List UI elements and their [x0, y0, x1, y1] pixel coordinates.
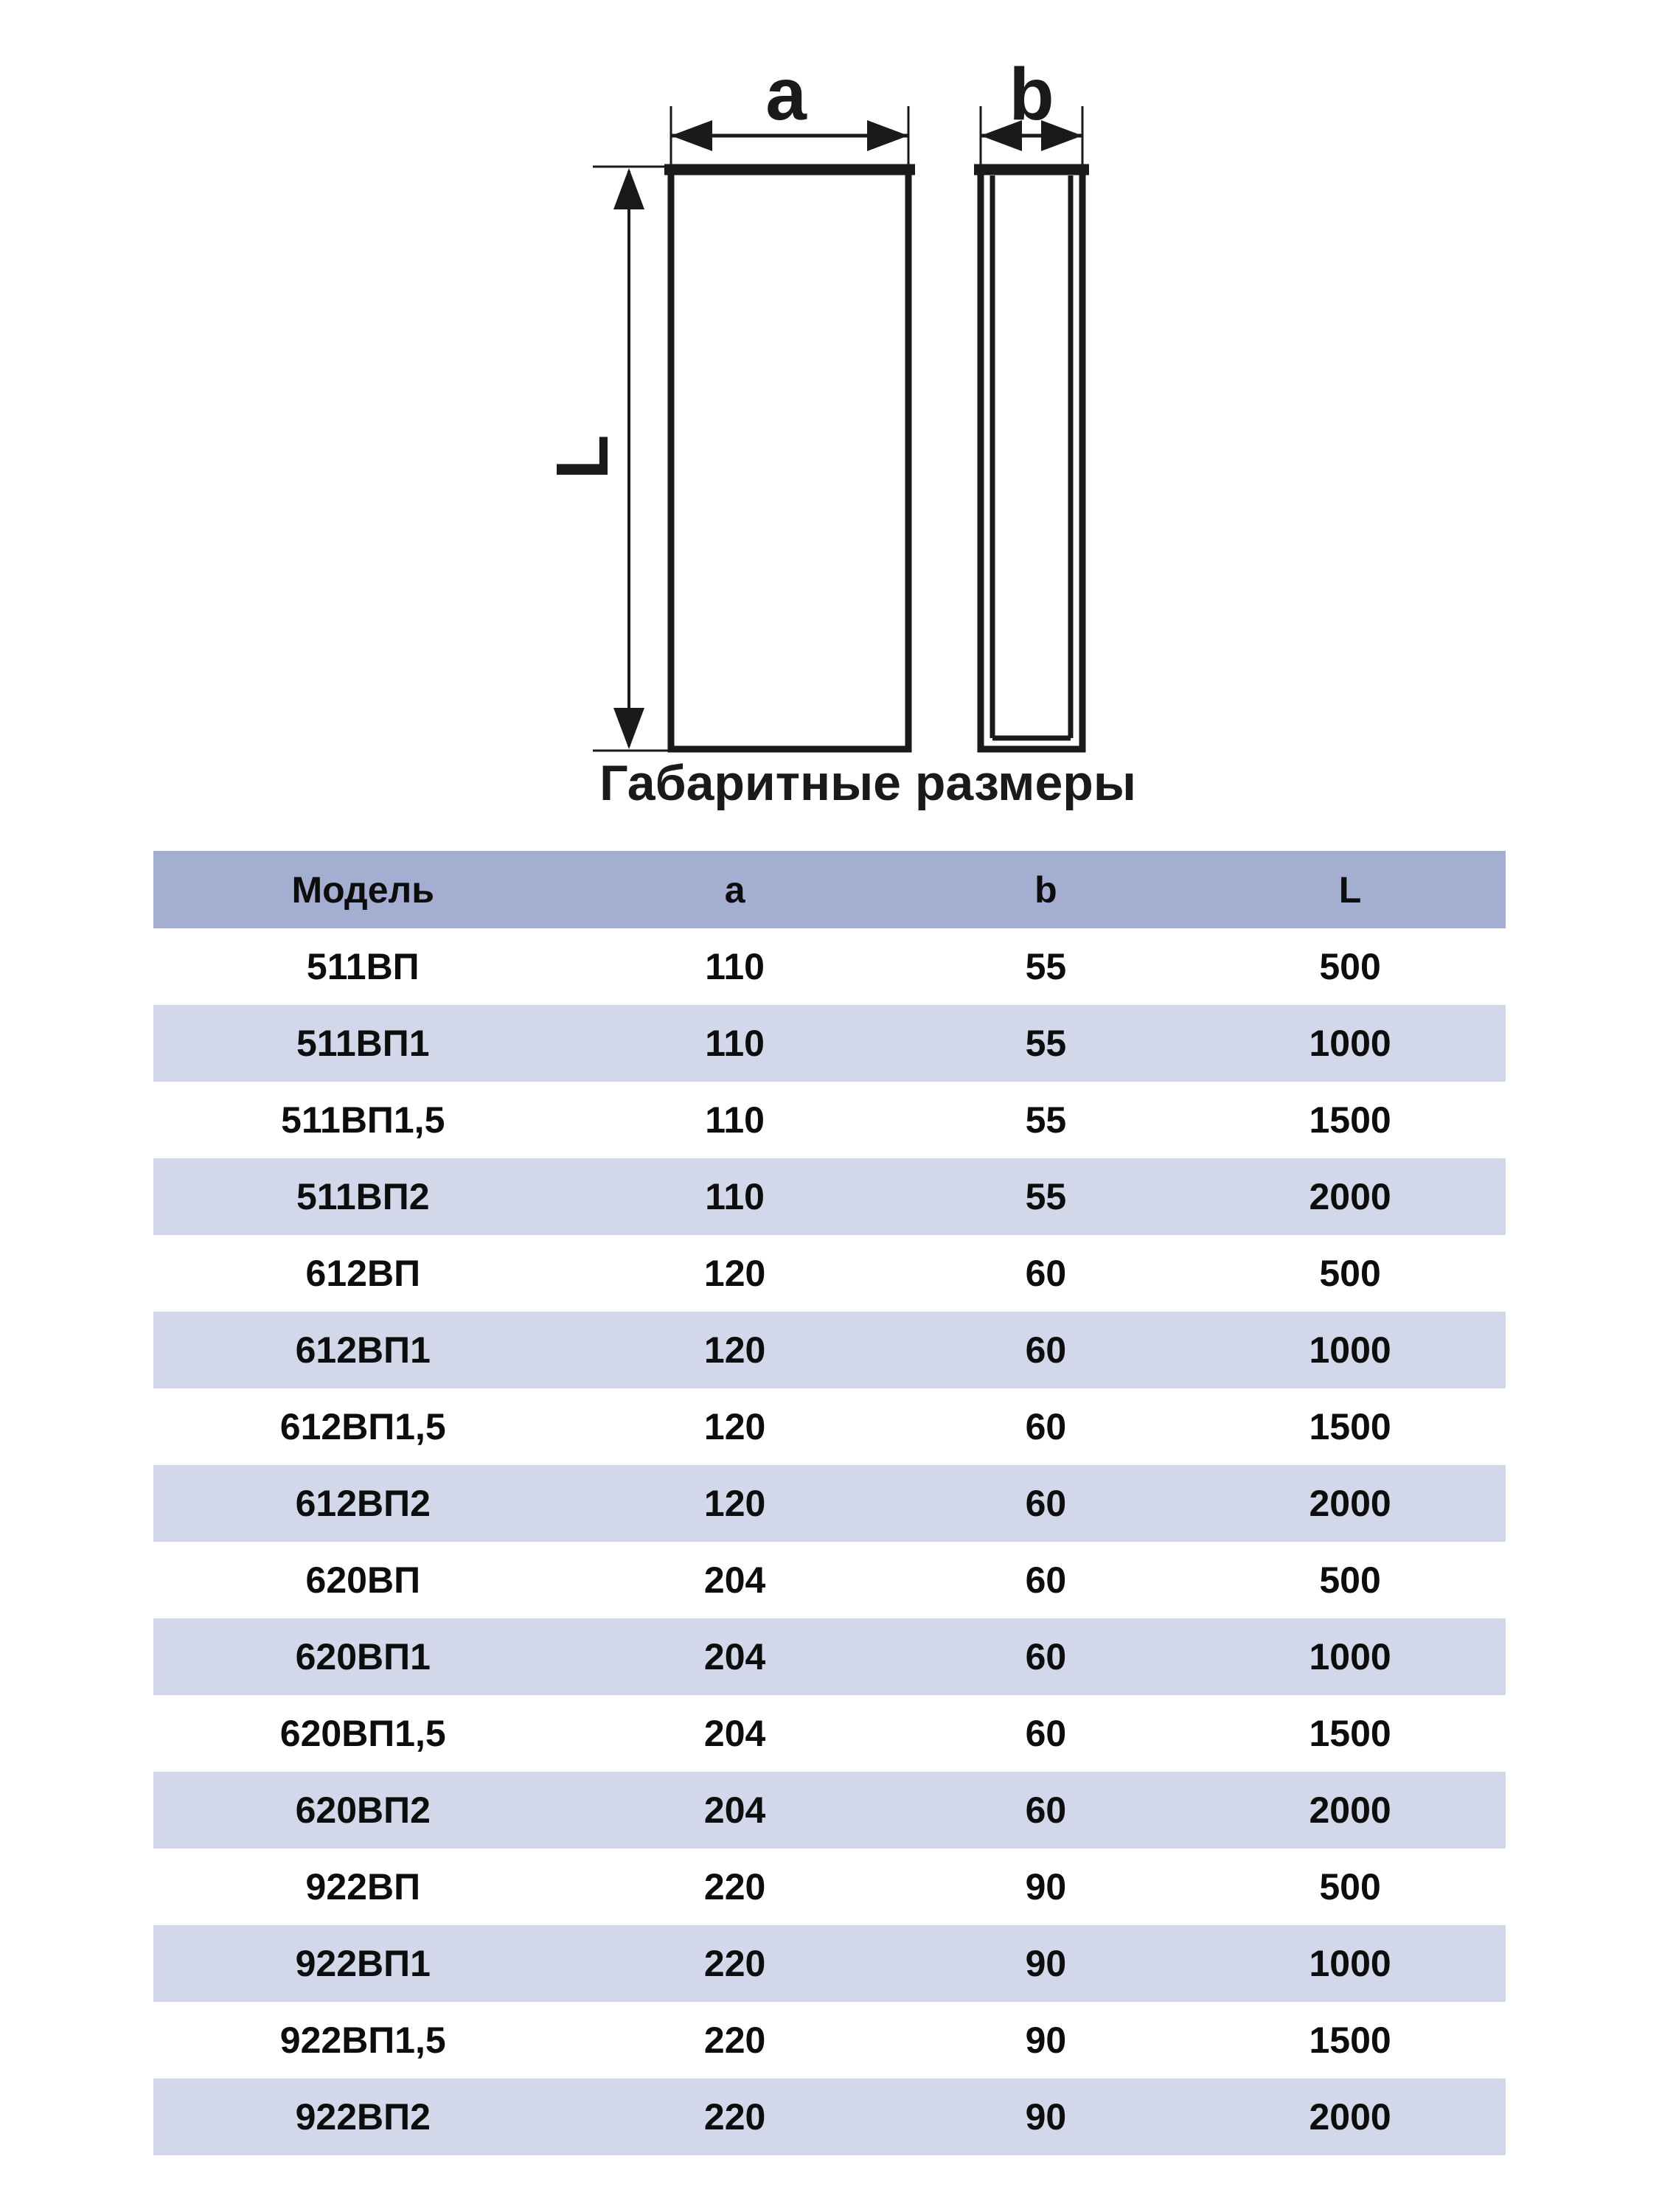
cell-a: 220 [703, 1866, 766, 1907]
table-row [153, 1005, 1506, 1082]
cell-a: 220 [703, 1943, 766, 1984]
side-view [974, 170, 1089, 749]
cell-b: 55 [1025, 1023, 1067, 1064]
cell-a: 204 [703, 1636, 766, 1677]
cell-model: 620ВП1 [295, 1636, 431, 1677]
cell-model: 612ВП1,5 [279, 1406, 446, 1447]
cell-l: 1500 [1309, 1099, 1391, 1141]
table-row [153, 928, 1506, 1005]
cell-b: 90 [1025, 1943, 1067, 1984]
cell-l: 1500 [1309, 1713, 1391, 1754]
cell-model: 922ВП2 [295, 2096, 431, 2138]
table-row [153, 1925, 1506, 2002]
table-row [153, 1542, 1506, 1618]
cell-b: 90 [1025, 1866, 1067, 1907]
diagram-caption: Габаритные размеры [599, 755, 1136, 811]
cell-a: 204 [703, 1559, 766, 1601]
table-row [153, 1235, 1506, 1312]
col-header-model: Модель [153, 851, 573, 928]
cell-a: 110 [705, 1176, 765, 1217]
table-row [153, 1848, 1506, 1925]
cell-b: 55 [1025, 1099, 1067, 1141]
table-header-row [153, 851, 1506, 928]
table-row [153, 1465, 1506, 1542]
cell-model: 922ВП [305, 1866, 420, 1907]
cell-l: 500 [1319, 1866, 1381, 1907]
cell-b: 60 [1025, 1483, 1067, 1524]
cell-l: 2000 [1309, 2096, 1391, 2138]
cell-a: 220 [703, 2020, 766, 2061]
cell-b: 60 [1025, 1329, 1067, 1371]
cell-b: 60 [1025, 1559, 1067, 1601]
cell-l: 1500 [1309, 2020, 1391, 2061]
cell-model: 620ВП2 [295, 1790, 431, 1831]
cell-model: 620ВП1,5 [279, 1713, 446, 1754]
cell-b: 55 [1025, 946, 1067, 987]
cell-l: 2000 [1309, 1176, 1391, 1217]
table-row [153, 1772, 1506, 1848]
cell-a: 110 [705, 1099, 765, 1141]
cell-l: 1000 [1309, 1023, 1391, 1064]
cell-model: 612ВП [305, 1253, 420, 1294]
table-row [153, 1312, 1506, 1388]
dimensions-drawing [0, 0, 1659, 848]
cell-b: 90 [1025, 2020, 1067, 2061]
cell-a: 204 [703, 1713, 766, 1754]
cell-l: 1000 [1309, 1943, 1391, 1984]
dim-b-label: b [1009, 53, 1054, 136]
cell-model: 511ВП2 [296, 1176, 430, 1217]
cell-l: 1500 [1309, 1406, 1391, 1447]
cell-l: 500 [1319, 1253, 1381, 1294]
col-header-l: L [1194, 851, 1506, 928]
cell-l: 1000 [1309, 1329, 1391, 1371]
cell-b: 60 [1025, 1406, 1067, 1447]
cell-b: 60 [1025, 1713, 1067, 1754]
cell-a: 220 [703, 2096, 766, 2138]
cell-b: 60 [1025, 1253, 1067, 1294]
cell-model: 922ВП1 [295, 1943, 431, 1984]
cell-model: 511ВП1,5 [281, 1099, 445, 1141]
cell-b: 60 [1025, 1636, 1067, 1677]
cell-a: 120 [703, 1406, 766, 1447]
cell-a: 120 [703, 1483, 766, 1524]
cell-l: 1000 [1309, 1636, 1391, 1677]
cell-l: 500 [1319, 946, 1381, 987]
cell-l: 2000 [1309, 1483, 1391, 1524]
table-row [153, 2002, 1506, 2079]
cell-model: 922ВП1,5 [279, 2020, 446, 2061]
col-header-a: a [573, 851, 897, 928]
cell-a: 110 [705, 1023, 765, 1064]
cell-model: 511ВП [306, 946, 420, 987]
cell-b: 55 [1025, 1176, 1067, 1217]
cell-model: 612ВП2 [295, 1483, 431, 1524]
table-row [153, 1158, 1506, 1235]
dim-l-label: L [541, 434, 624, 480]
cell-model: 612ВП1 [295, 1329, 431, 1371]
table-row [153, 1618, 1506, 1695]
table-row [153, 1082, 1506, 1158]
table-row [153, 2079, 1506, 2155]
front-view [664, 170, 915, 749]
cell-a: 110 [705, 946, 765, 987]
dimensions-diagram [0, 0, 1659, 848]
cell-a: 120 [703, 1253, 766, 1294]
spec-table [153, 851, 1506, 2155]
cell-l: 2000 [1309, 1790, 1391, 1831]
cell-b: 90 [1025, 2096, 1067, 2138]
cell-l: 500 [1319, 1559, 1381, 1601]
col-header-b: b [897, 851, 1194, 928]
cell-model: 511ВП1 [296, 1023, 430, 1064]
cell-a: 204 [703, 1790, 766, 1831]
table-row [153, 1388, 1506, 1465]
cell-a: 120 [703, 1329, 766, 1371]
cell-model: 620ВП [305, 1559, 420, 1601]
dim-a-label: a [765, 53, 807, 136]
cell-b: 60 [1025, 1790, 1067, 1831]
table-row [153, 1695, 1506, 1772]
